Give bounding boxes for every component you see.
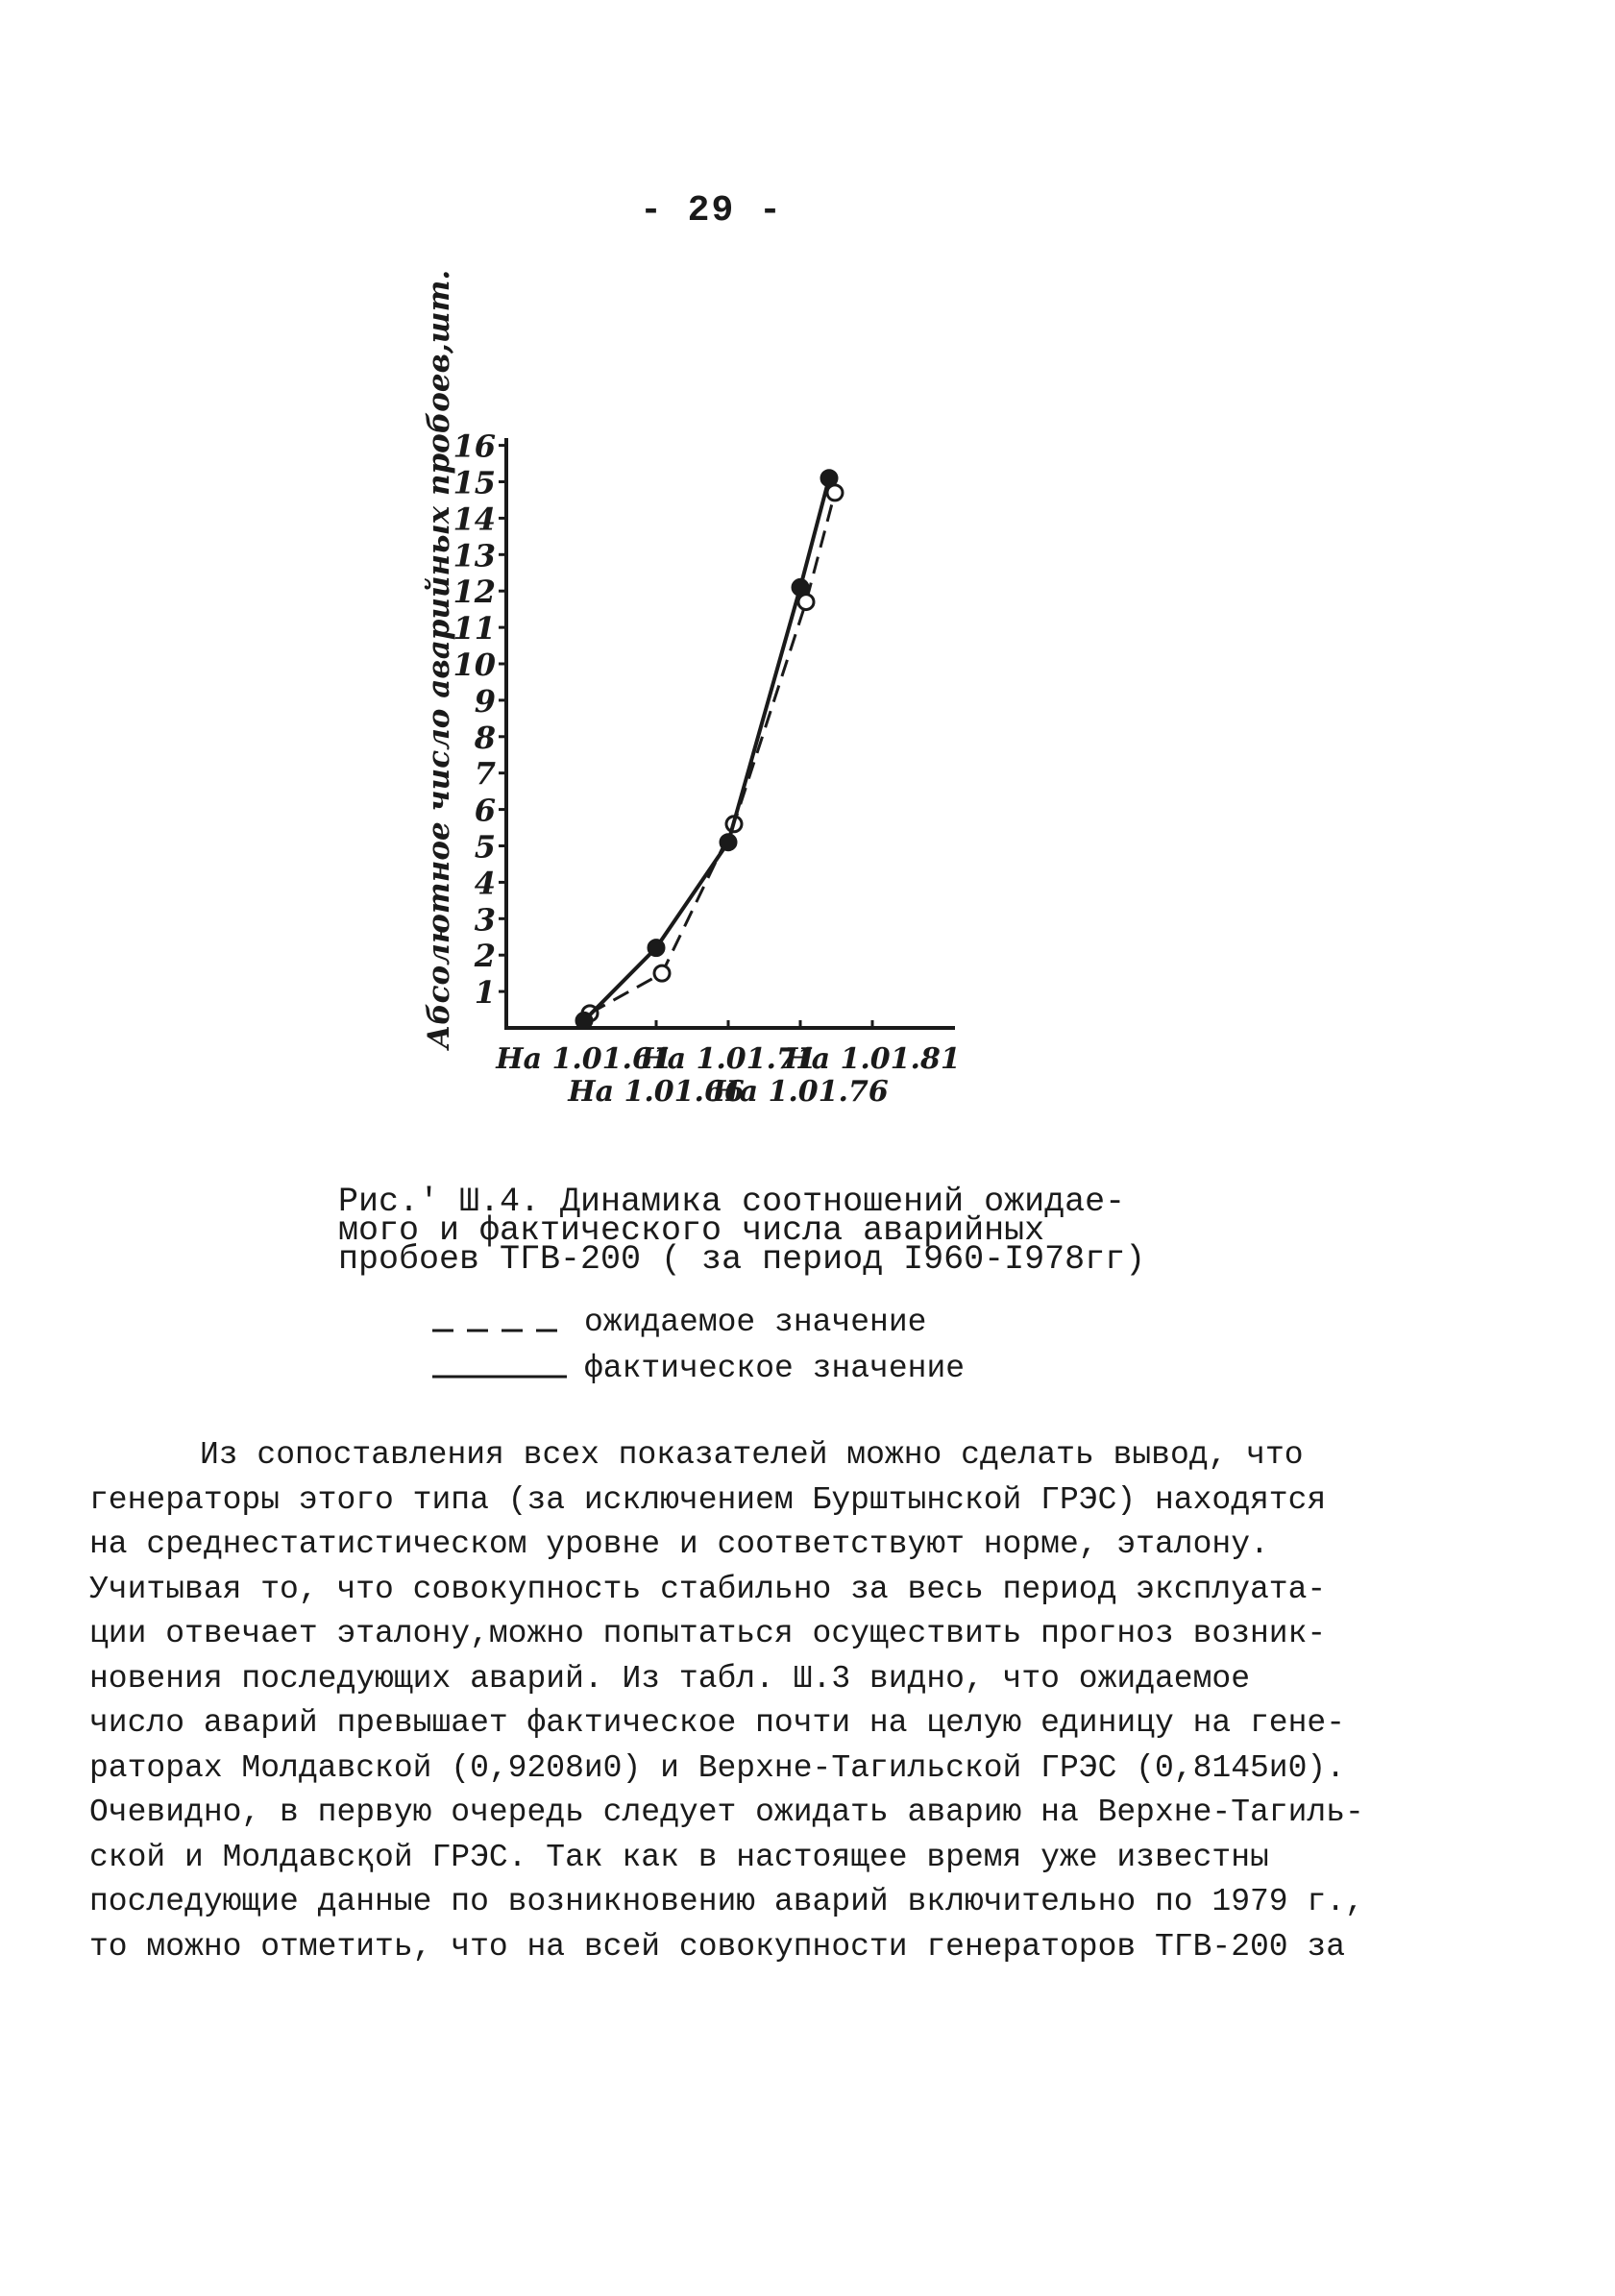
legend-item-expected xyxy=(432,1299,965,1345)
y-tick-label: 13 xyxy=(453,537,496,574)
body-line: последующие данные по возникновению аварий включительно по 1979 г., xyxy=(89,1884,1364,1919)
x-tick-label: На 1.01.66 xyxy=(568,1075,745,1109)
body-line: Учитывая то, что совокупность стабильно за весь период эксплуата- xyxy=(89,1571,1327,1607)
y-tick-label: 14 xyxy=(453,501,496,538)
body-line: раторах Молдавской (0,9208и0) и Верхне-Тагильской ГРЭС (0,8145и0). xyxy=(89,1749,1346,1786)
y-tick-label: 5 xyxy=(474,828,496,866)
x-tick-label: На 1.01.76 xyxy=(712,1075,889,1109)
expected-point xyxy=(798,595,814,610)
body-paragraph xyxy=(89,1433,1377,1969)
caption-line: мого и фактического числа аварийных xyxy=(338,1211,1045,1250)
chart-legend xyxy=(432,1299,965,1391)
actual-point xyxy=(648,940,664,956)
body-line: ции отвечает эталону,можно попытаться осуществить прогноз возник- xyxy=(89,1616,1327,1651)
y-tick-label: 11 xyxy=(453,610,496,647)
solid-line-swatch xyxy=(432,1354,567,1382)
body-line: новения последующих аварий. Из табл. Ш.3 видно, что ожидаемое xyxy=(89,1660,1250,1697)
y-tick-label: 2 xyxy=(474,938,496,975)
caption-line: Рис.' Ш.4. Динамика соотношений ожидае- xyxy=(338,1183,1126,1221)
y-tick-label: 1 xyxy=(474,974,496,1012)
body-line: число аварий превышает фактическое почти на целую единицу на гене- xyxy=(89,1705,1346,1741)
actual-point xyxy=(821,471,837,486)
caption-line: пробоев ТГВ-200 ( за период I960-I978гг) xyxy=(338,1240,1146,1279)
x-ticks xyxy=(495,1020,961,1109)
legend-item-actual xyxy=(432,1345,965,1391)
body-line: Из сопоставления всех показателей можно сделать вывод, что xyxy=(200,1437,1304,1473)
y-tick-label: 7 xyxy=(474,755,496,793)
expected-point xyxy=(827,485,843,501)
actual-point xyxy=(793,579,808,595)
body-line: на среднестатистическом уровне и соответствуют норме, эталону. xyxy=(89,1527,1269,1562)
legend-label-actual: фактическое значение xyxy=(584,1350,966,1386)
y-axis-title-group xyxy=(422,270,456,1051)
body-line: ской и Молдавсқой ГРЭС. Так как в настоящее время уже известны xyxy=(89,1839,1269,1875)
y-tick-label: 4 xyxy=(474,865,496,902)
body-line: генераторы этого типа (за исключением Бурштынской ГРЭС) находятся xyxy=(89,1481,1327,1518)
y-tick-label: 3 xyxy=(474,901,496,939)
figure-caption xyxy=(338,1183,1146,1279)
expected-series-line xyxy=(590,493,835,1014)
y-tick-label: 6 xyxy=(474,792,496,829)
body-line: то можно отметить, что на всей совокупности генераторов ТГВ-200 за xyxy=(89,1928,1346,1965)
legend-label-expected: ожидаемое значение xyxy=(584,1304,927,1340)
actual-point xyxy=(576,1013,592,1028)
y-ticks xyxy=(453,428,508,1012)
x-tick-label: На 1.01.81 xyxy=(784,1042,961,1076)
y-tick-label: 9 xyxy=(474,682,496,720)
y-tick-label: 12 xyxy=(453,574,496,611)
body-line: Очевидно, в первую очередь следует ожидать аварию на Верхне-Тагиль- xyxy=(89,1795,1364,1830)
y-tick-label: 16 xyxy=(453,427,496,465)
y-tick-label: 15 xyxy=(453,464,496,501)
y-tick-label: 8 xyxy=(474,719,496,756)
expected-point xyxy=(654,965,670,981)
x-tick-label: На 1.01.71 xyxy=(640,1042,817,1076)
y-axis-title: Абсолютное число аварийных пробоев,шт. xyxy=(422,269,456,1049)
series-layer xyxy=(576,471,843,1029)
dashed-line-swatch xyxy=(432,1307,567,1336)
actual-series-line xyxy=(584,478,829,1021)
actual-point xyxy=(721,835,736,850)
y-tick-label: 10 xyxy=(453,647,496,683)
x-tick-label: На 1.01.61 xyxy=(496,1042,673,1076)
page-number: - 29 - xyxy=(640,190,783,232)
